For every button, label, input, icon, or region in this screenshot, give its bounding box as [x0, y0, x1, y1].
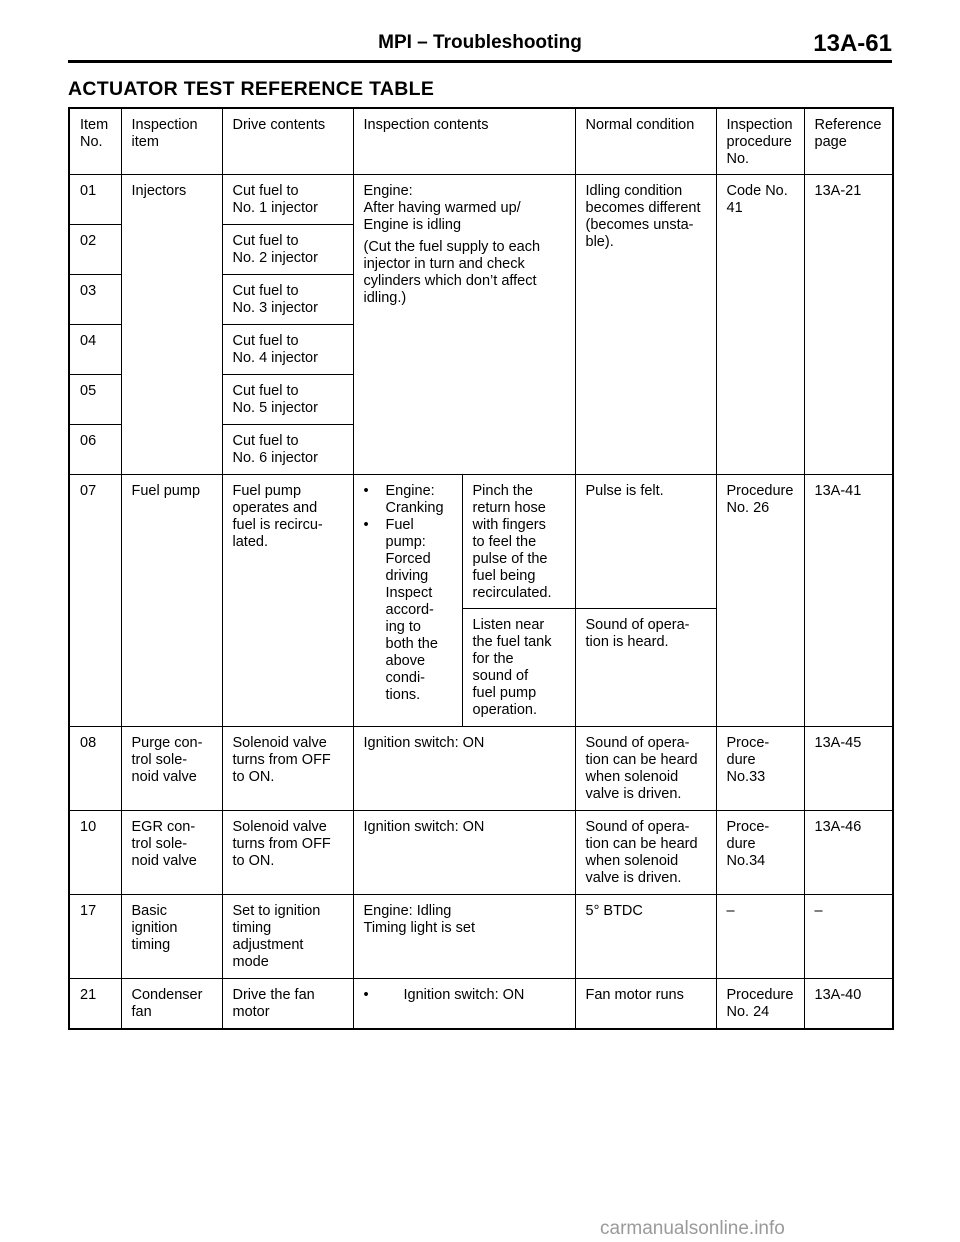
item-no-cell: 06 — [69, 425, 121, 475]
watermark-text: carmanualsonline.info — [600, 1218, 785, 1239]
table-row — [69, 811, 893, 895]
table-row — [69, 895, 893, 979]
item-no-cell: 21 — [69, 979, 121, 1029]
item-no-cell: 03 — [69, 275, 121, 325]
normal-condition-cell: Sound of opera- tion can be heard when solenoid valve is driven. — [575, 811, 716, 895]
inspection-condition-text: Engine: After having warmed up/ Engine is idling — [363, 183, 521, 233]
bullet-dot: • — [363, 987, 369, 1003]
item-no-cell: 10 — [69, 811, 121, 895]
condition-bullet — [364, 987, 571, 1004]
reference-page-cell: 13A-41 — [804, 475, 893, 727]
reference-page-cell: 13A-21 — [804, 175, 893, 475]
normal-condition-cell: Sound of opera- tion is heard. — [575, 609, 716, 727]
table-header-row — [69, 108, 893, 175]
normal-condition-cell: 5° BTDC — [575, 895, 716, 979]
inspection-item-cell: Purge con- trol sole- noid valve — [121, 727, 222, 811]
drive-contents-cell: Fuel pump operates and fuel is recircu- lated. — [222, 475, 353, 727]
inspection-contents-cell — [353, 979, 575, 1029]
inspection-contents-cell — [353, 175, 575, 475]
inspection-note-text: (Cut the fuel supply to each injector in turn and check cylinders which don’t affect idling.) — [363, 239, 541, 306]
page-header — [68, 30, 892, 63]
inspection-item-cell: Fuel pump — [121, 475, 222, 727]
inspection-procedure-cell: – — [716, 895, 804, 979]
table-row — [69, 979, 893, 1029]
item-no-cell: 05 — [69, 375, 121, 425]
drive-contents-cell: Cut fuel to No. 2 injector — [222, 225, 353, 275]
inspection-item-cell: EGR con- trol sole- noid valve — [121, 811, 222, 895]
drive-contents-cell: Cut fuel to No. 6 injector — [222, 425, 353, 475]
item-no-cell: 17 — [69, 895, 121, 979]
drive-contents-cell: Cut fuel to No. 5 injector — [222, 375, 353, 425]
normal-condition-cell: Sound of opera- tion can be heard when solenoid valve is driven. — [575, 727, 716, 811]
inspection-contents-cell: Ignition switch: ON — [353, 727, 575, 811]
item-no-cell: 07 — [69, 475, 121, 727]
table-row — [69, 175, 893, 225]
column-header-reference-page: Reference page — [804, 108, 893, 175]
normal-condition-cell: Idling condition becomes different (becomes unsta- ble). — [575, 175, 716, 475]
condition-bullet — [364, 517, 460, 704]
drive-contents-cell: Drive the fan motor — [222, 979, 353, 1029]
reference-page-cell: – — [804, 895, 893, 979]
condition-text: Fuel pump: Forced driving Inspect accord- ing to both the above condi- tions. — [385, 517, 438, 703]
page-title: ACTUATOR TEST REFERENCE TABLE — [68, 78, 435, 100]
normal-condition-cell: Fan motor runs — [575, 979, 716, 1029]
actuator-test-table — [68, 107, 894, 1030]
reference-page-cell: 13A-40 — [804, 979, 893, 1029]
reference-page-cell: 13A-45 — [804, 727, 893, 811]
inspection-procedure-cell: Procedure No. 26 — [716, 475, 804, 727]
inspection-procedure-cell: Procedure No. 24 — [716, 979, 804, 1029]
column-header-inspection-contents: Inspection contents — [353, 108, 575, 175]
table-row — [69, 727, 893, 811]
header-title: MPI – Troubleshooting — [378, 32, 582, 53]
drive-contents-cell: Cut fuel to No. 4 injector — [222, 325, 353, 375]
item-no-cell: 02 — [69, 225, 121, 275]
column-header-item-no: Item No. — [69, 108, 121, 175]
bullet-dot: • — [363, 483, 369, 499]
item-no-cell: 01 — [69, 175, 121, 225]
inspection-item-cell: Basic ignition timing — [121, 895, 222, 979]
reference-page-cell: 13A-46 — [804, 811, 893, 895]
item-no-cell: 04 — [69, 325, 121, 375]
inspection-procedure-cell: Proce- dure No.33 — [716, 727, 804, 811]
column-header-drive-contents: Drive contents — [222, 108, 353, 175]
drive-contents-cell: Solenoid valve turns from OFF to ON. — [222, 727, 353, 811]
inspection-contents-cell: Engine: Idling Timing light is set — [353, 895, 575, 979]
inspection-item-cell: Condenser fan — [121, 979, 222, 1029]
drive-contents-cell: Cut fuel to No. 1 injector — [222, 175, 353, 225]
inspection-method-cell: Listen near the fuel tank for the sound of fuel pump operation. — [462, 609, 575, 727]
column-header-normal-condition: Normal condition — [575, 108, 716, 175]
condition-bullet — [364, 483, 460, 517]
header-page-number: 13A-61 — [813, 30, 892, 57]
bullet-dot: • — [363, 517, 369, 533]
column-header-inspection-procedure: Inspection procedure No. — [716, 108, 804, 175]
normal-condition-cell: Pulse is felt. — [575, 475, 716, 609]
item-no-cell: 08 — [69, 727, 121, 811]
inspection-procedure-cell: Code No. 41 — [716, 175, 804, 475]
inspection-method-cell: Pinch the return hose with fingers to feel the pulse of the fuel being recirculated. — [462, 475, 575, 609]
drive-contents-cell: Solenoid valve turns from OFF to ON. — [222, 811, 353, 895]
inspection-conditions-cell — [353, 475, 462, 727]
table-row — [69, 475, 893, 609]
inspection-procedure-cell: Proce- dure No.34 — [716, 811, 804, 895]
inspection-contents-cell: Ignition switch: ON — [353, 811, 575, 895]
condition-text: Ignition switch: ON — [403, 987, 525, 1003]
condition-text: Engine: Cranking — [385, 483, 444, 516]
drive-contents-cell: Cut fuel to No. 3 injector — [222, 275, 353, 325]
drive-contents-cell: Set to ignition timing adjustment mode — [222, 895, 353, 979]
inspection-item-cell: Injectors — [121, 175, 222, 475]
column-header-inspection-item: Inspection item — [121, 108, 222, 175]
